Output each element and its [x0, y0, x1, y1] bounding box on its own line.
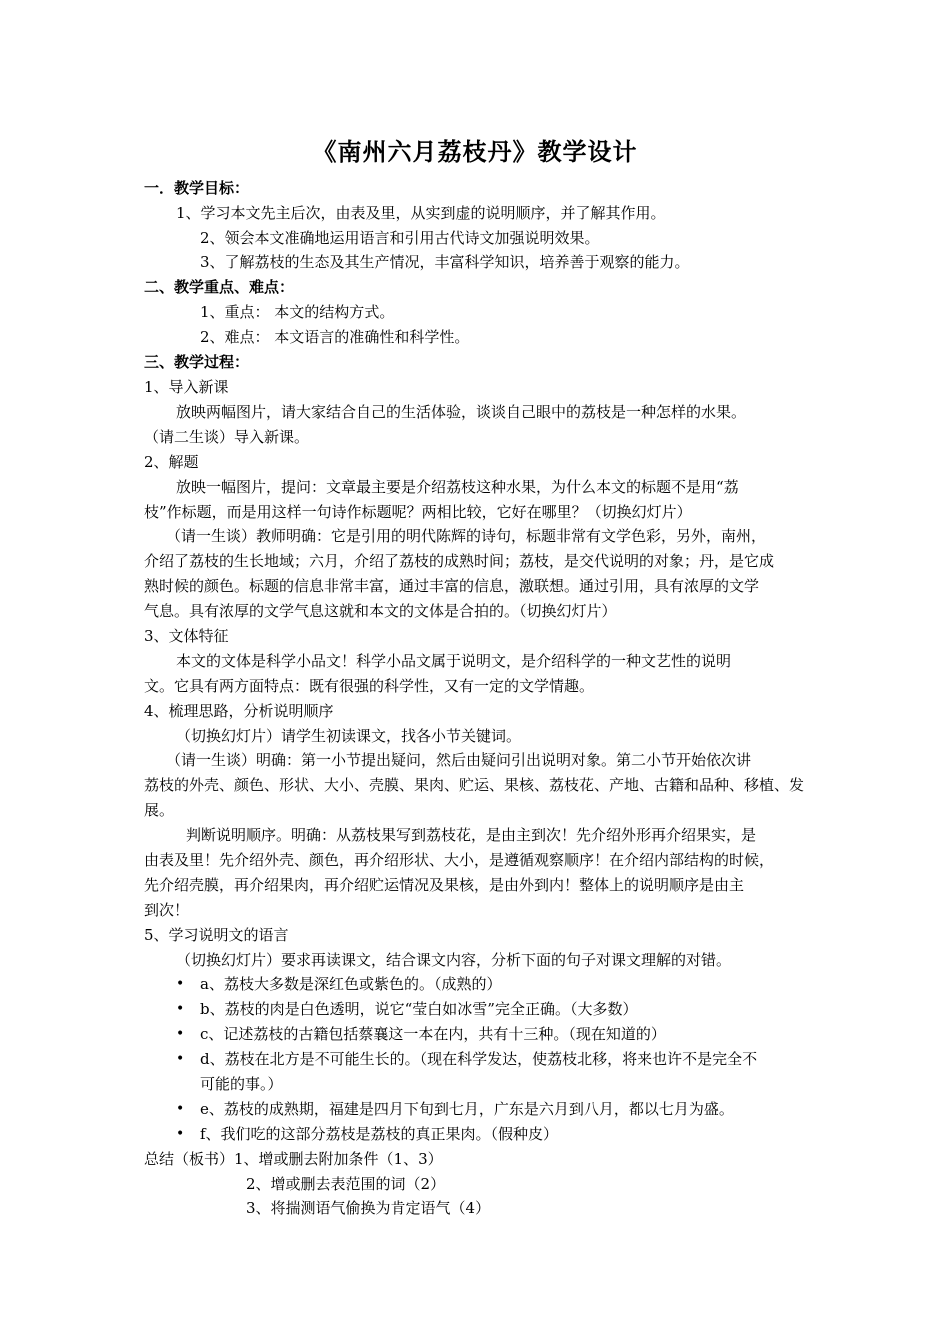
- bullet-mark: •: [176, 1051, 185, 1067]
- list-item-continuation: 可能的事。）: [200, 1075, 283, 1093]
- summary-line: 2、增或删去表范围的词（2）: [246, 1175, 446, 1193]
- paragraph-line: （切换幻灯片）请学生初读课文，找各小节关键词。: [176, 727, 522, 745]
- bullet-mark: •: [176, 976, 185, 992]
- list-item: e、荔枝的成熟期，福建是四月下旬到七月，广东是六月到八月，都以七月为盛。: [200, 1100, 734, 1118]
- document-title: 《南州六月荔枝丹》教学设计: [312, 138, 638, 166]
- paragraph-line: 介绍了荔枝的生长地域；六月，介绍了荔枝的成熟时间；荔枝，是交代说明的对象；丹，是它成: [144, 552, 775, 570]
- list-item: f、我们吃的这部分荔枝是荔枝的真正果肉。（假种皮）: [200, 1125, 559, 1143]
- summary-line: 3、将揣测语气偷换为肯定语气（4）: [246, 1199, 491, 1217]
- paragraph-line: 本文的文体是科学小品文！科学小品文属于说明文，是介绍科学的一种文艺性的说明: [176, 652, 732, 670]
- paragraph-line: （切换幻灯片）要求再读课文，结合课文内容，分析下面的句子对课文理解的对错。: [176, 951, 732, 969]
- list-item: c、记述荔枝的古籍包括蔡襄这一本在内，共有十三种。（现在知道的）: [200, 1025, 666, 1043]
- step-title-2: 2、解题: [144, 453, 199, 471]
- paragraph-line: （请一生谈）教师明确：它是引用的明代陈辉的诗句，标题非常有文学色彩，另外，南州，: [166, 527, 767, 545]
- paragraph-line: 由表及里！先介绍外壳、颜色，再介绍形状、大小，是遵循观察顺序！在介绍内部结构的时候，: [144, 851, 775, 869]
- paragraph-line: 枝”作标题，而是用这样一句诗作标题呢？两相比较，它好在哪里？（切换幻灯片）: [144, 503, 692, 521]
- list-item: d、荔枝在北方是不可能生长的。（现在科学发达，使荔枝北移，将来也许不是完全不: [200, 1050, 758, 1068]
- bullet-mark: •: [176, 1101, 185, 1117]
- paragraph-line: 气息。具有浓厚的文学气息这就和本文的文体是合拍的。（切换幻灯片）: [144, 602, 617, 620]
- keypoint-item-1: 1、重点： 本文的结构方式。: [200, 303, 395, 321]
- paragraph-line: 荔枝的外壳、颜色、形状、大小、壳膜、果肉、贮运、果核、荔枝花、产地、古籍和品种、移植、发: [144, 776, 805, 794]
- bullet-mark: •: [176, 1001, 185, 1017]
- paragraph-line: （请二生谈）导入新课。: [144, 428, 310, 446]
- goal-item-3: 3、了解荔枝的生态及其生产情况，丰富科学知识，培养善于观察的能力。: [200, 253, 690, 271]
- paragraph-line: 展。: [144, 801, 175, 819]
- list-item: b、荔枝的肉是白色透明，说它“莹白如冰雪”完全正确。（大多数）: [200, 1000, 638, 1018]
- bullet-mark: •: [176, 1126, 185, 1142]
- step-title-4: 4、梳理思路，分析说明顺序: [144, 702, 334, 720]
- paragraph-line: 放映一幅图片，提问：文章最主要是介绍荔枝这种水果，为什么本文的标题不是用“荔: [176, 478, 739, 496]
- paragraph-line: 熟时候的颜色。标题的信息非常丰富，通过丰富的信息，激联想。通过引用，具有浓厚的文学: [144, 577, 760, 595]
- paragraph-line: 判断说明顺序。明确：从荔枝果写到荔枝花，是由主到次！先介绍外形再介绍果实，是: [186, 826, 757, 844]
- section-heading-goals: 一．教学目标：: [144, 179, 250, 197]
- paragraph-line: 先介绍壳膜，再介绍果肉，再介绍贮运情况及果核，是由外到内！整体上的说明顺序是由主: [144, 876, 745, 894]
- goal-item-1: 1、学习本文先主后次，由表及里，从实到虚的说明顺序，并了解其作用。: [176, 204, 666, 222]
- step-title-1: 1、导入新课: [144, 378, 229, 396]
- paragraph-line: （请一生谈）明确：第一小节提出疑问，然后由疑问引出说明对象。第二小节开始依次讲: [166, 751, 752, 769]
- paragraph-line: 到次！: [144, 901, 190, 919]
- section-heading-keypoints: 二、教学重点、难点：: [144, 278, 295, 296]
- section-heading-process: 三、教学过程：: [144, 353, 250, 371]
- paragraph-line: 放映两幅图片，请大家结合自己的生活体验，谈谈自己眼中的荔枝是一种怎样的水果。: [176, 403, 747, 421]
- goal-item-2: 2、领会本文准确地运用语言和引用古代诗文加强说明效果。: [200, 229, 600, 247]
- keypoint-item-2: 2、难点： 本文语言的准确性和科学性。: [200, 328, 470, 346]
- summary-line: 总结（板书）1、增或删去附加条件（1、3）: [144, 1150, 443, 1168]
- list-item: a、荔枝大多数是深红色或紫色的。（成熟的）: [200, 975, 502, 993]
- step-title-5: 5、学习说明文的语言: [144, 926, 289, 944]
- bullet-mark: •: [176, 1026, 185, 1042]
- step-title-3: 3、文体特征: [144, 627, 229, 645]
- paragraph-line: 文。它具有两方面特点：既有很强的科学性，又有一定的文学情趣。: [144, 677, 595, 695]
